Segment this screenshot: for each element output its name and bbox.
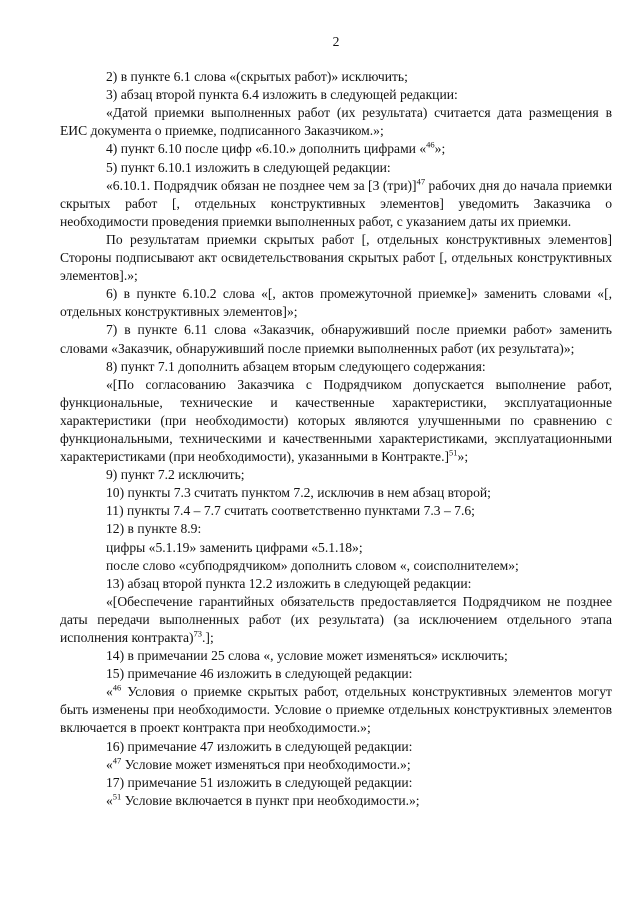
paragraph-item-3: 3) абзац второй пункта 6.4 изложить в следующей редакции: xyxy=(106,87,458,103)
sub-paragraph-word: после слово «субподрядчиком» дополнить словом «, соисполнителем»; xyxy=(106,557,519,573)
quoted-note-47 xyxy=(60,756,612,774)
quoted-text-6-10-1 xyxy=(60,177,612,231)
paragraph-item-7: 7) в пункте 6.11 слова «Заказчик, обнаруживший после приемки работ» заменить словами «Заказчик, обнаруживший после приемки выполненных работ (их результата)»; xyxy=(60,322,612,356)
text-part: « xyxy=(106,756,113,772)
text-part: « xyxy=(106,792,113,808)
paragraph-item-12: 12) в пункте 8.9: xyxy=(106,521,202,537)
paragraph-item-10: 10) пункты 7.3 считать пунктом 7.2, исключив в нем абзац второй; xyxy=(106,485,491,501)
text-part: «6.10.1. Подрядчик обязан не позднее чем за [3 (три)] xyxy=(106,177,417,193)
footnote-ref: 46 xyxy=(426,139,435,150)
paragraph-item-5: 5) пункт 6.10.1 изложить в следующей редакции: xyxy=(106,159,391,175)
paragraph-item-16: 16) примечание 47 изложить в следующей редакции: xyxy=(106,738,413,754)
text-part: »; xyxy=(457,449,469,465)
paragraph-item-14: 14) в примечании 25 слова «, условие может изменяться» исключить; xyxy=(106,648,508,664)
quoted-text-12-2 xyxy=(60,593,612,647)
text-part: Условия о приемке скрытых работ, отдельных конструктивных элементов могут быть изменены при необходимости. Условие о приемке отдельных конструктивных элементов включается в проект контракта при необходимости.»; xyxy=(60,684,612,736)
paragraph-item-4 xyxy=(60,140,612,158)
footnote-ref: 46 xyxy=(112,682,122,693)
footnote-ref: 51 xyxy=(449,447,458,458)
paragraph-item-9: 9) пункт 7.2 исключить; xyxy=(106,467,245,483)
footnote-ref: 47 xyxy=(416,176,426,187)
page-number: 2 xyxy=(332,34,340,49)
paragraph-item-6: 6) в пункте 6.10.2 слова «[, актов промежуточной приемке]» заменить словами «[, отдельных конструктивных элементов]»; xyxy=(60,286,612,320)
paragraph-item-11: 11) пункты 7.4 – 7.7 считать соответственно пунктами 7.3 – 7.6; xyxy=(106,503,475,519)
paragraph-item-15: 15) примечание 46 изложить в следующей редакции: xyxy=(106,666,413,682)
quoted-text-continuation: По результатам приемки скрытых работ [, отдельных конструктивных элементов] Стороны подписывают акт освидетельствования скрытых работ [, отдельных конструктивных элементов].»; xyxy=(60,231,612,284)
paragraph-item-17: 17) примечание 51 изложить в следующей редакции: xyxy=(106,774,413,790)
sub-paragraph-digits: цифры «5.1.19» заменить цифрами «5.1.18»; xyxy=(106,539,363,555)
text-part: Условие может изменяться при необходимости.»; xyxy=(121,756,411,772)
quoted-text-6-4: «Датой приемки выполненных работ (их результата) считается дата размещения в ЕИС документа о приемке, подписанного Заказчиком.»; xyxy=(60,105,612,139)
footnote-ref: 51 xyxy=(112,791,122,802)
text-part: рабочих дня до начала приемки скрытых работ [, отдельных конструктивных элементов] уведомить Заказчика о необходимости проведения приемки выполненных работ, с указанием даты их приемки. xyxy=(60,177,613,229)
text-part: .]; xyxy=(202,630,214,645)
paragraph-item-13: 13) абзац второй пункта 12.2 изложить в следующей редакции: xyxy=(106,575,472,591)
quoted-text-7-1 xyxy=(60,376,612,466)
text-part: « xyxy=(106,684,113,700)
quoted-note-51 xyxy=(60,792,612,810)
text-part: «[По согласованию Заказчика с Подрядчиком допускается выполнение работ, функциональные, технические и качественные характеристики, эксплуатационные характеристики (при необходимости) которых являются улучшенными по сравнению с функциональными, техническими и качественными характеристиками, эксплуатационными характеристиками (при необходимости), указанными в Контракте.] xyxy=(60,376,612,465)
quoted-note-46 xyxy=(60,683,612,737)
text-part: »; xyxy=(434,141,446,157)
text-part: 4) пункт 6.10 после цифр «6.10.» дополнить цифрами « xyxy=(106,141,427,157)
text-part: Условие включается в пункт при необходимости.»; xyxy=(121,792,420,808)
paragraph-item-8: 8) пункт 7.1 дополнить абзацем вторым следующего содержания: xyxy=(106,358,486,374)
footnote-ref: 47 xyxy=(112,755,122,766)
text-part: «[Обеспечение гарантийных обязательств предоставляется Подрядчиком не позднее даты передачи выполненных работ (их результата) (за исключением отдельного этапа исполнения контракта) xyxy=(60,593,612,645)
paragraph-item-2: 2) в пункте 6.1 слова «(скрытых работ)» исключить; xyxy=(106,69,408,85)
footnote-ref: 73 xyxy=(193,628,203,639)
